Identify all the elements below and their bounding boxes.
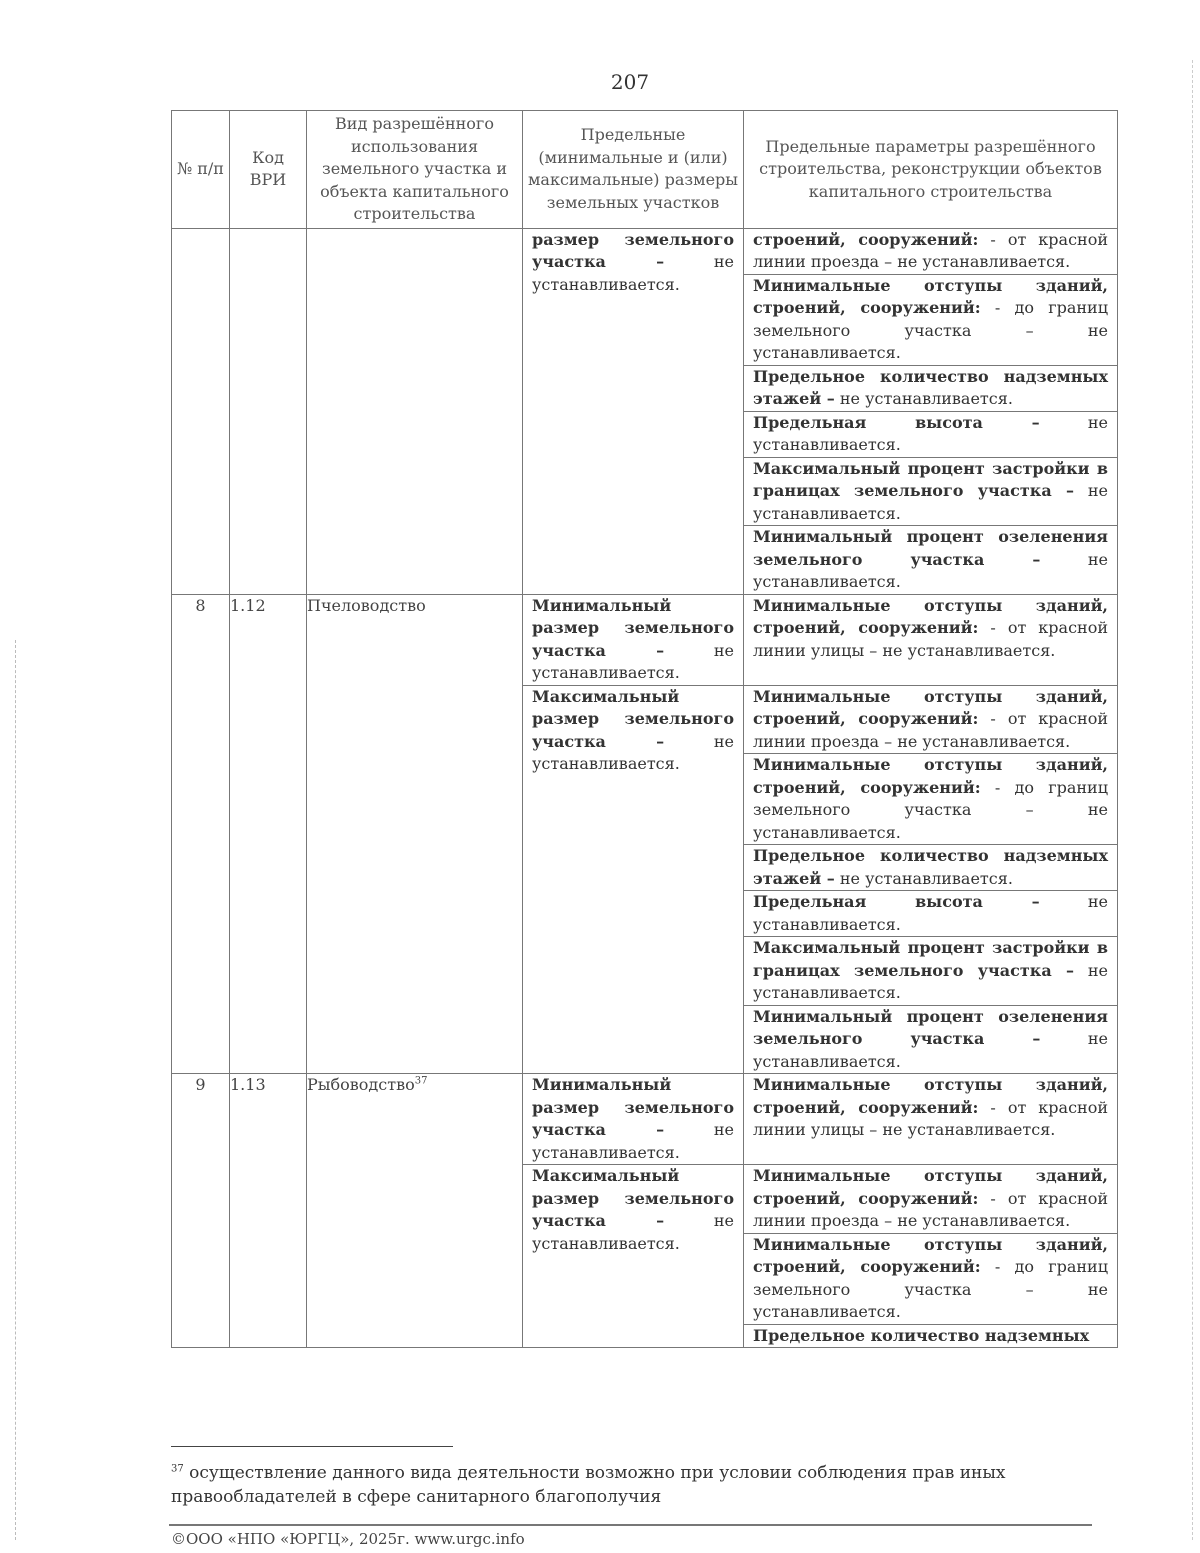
param: [744, 845, 1117, 890]
row-code: 1.13: [230, 1074, 307, 1348]
size-max-cell: [523, 685, 744, 1074]
param-cell: [744, 1324, 1118, 1348]
header-size: Предельные (минимальные и (или) максимальные) размеры земельных участков: [523, 111, 744, 229]
param-label: Предельное количество надземных этажей –: [753, 846, 1108, 888]
vri-name: Рыбоводство: [307, 1075, 415, 1094]
param-cell: [744, 1165, 1118, 1234]
param-cell: [744, 365, 1118, 411]
row-code: 1.12: [230, 594, 307, 1074]
row-vri: [307, 1074, 523, 1348]
cont-size: [523, 228, 744, 594]
param: [744, 229, 1117, 274]
size-cell: [523, 229, 743, 297]
param-value: не устанавливается.: [753, 481, 1108, 523]
param-cell: [744, 411, 1118, 457]
param-cell: [744, 1005, 1118, 1074]
param: [744, 937, 1117, 1005]
header-code: Код ВРИ: [230, 111, 307, 229]
vri-name: Пчеловодство: [307, 595, 426, 615]
size-max: [523, 1165, 743, 1255]
param-label: Минимальные отступы зданий, строений, сооружений:: [753, 686, 1108, 728]
size-max-value: не устанавливается.: [532, 1211, 734, 1253]
copyright: ©ООО «НПО «ЮРГЦ», 2025г. www.urgc.info: [171, 1530, 525, 1548]
footnote-separator: [171, 1446, 453, 1447]
param-label: Предельное количество надземных: [753, 1325, 1090, 1345]
header-num: № п/п: [172, 111, 230, 229]
param: [744, 1074, 1117, 1142]
table-header-row: [172, 111, 1118, 229]
param-label: Минимальные отступы зданий, строений, сооружений:: [753, 1166, 1108, 1208]
size-max-label: Максимальный размер земельного участка –: [532, 1166, 734, 1230]
param-cell: [744, 891, 1118, 937]
row-num: 8: [172, 594, 230, 1074]
param-value: - от красной линии улицы – не устанавливается.: [753, 618, 1108, 660]
param: [744, 595, 1117, 663]
param-label: Минимальные отступы зданий, строений, сооружений:: [753, 275, 1108, 317]
size-min-label: Минимальный размер земельного участка –: [532, 595, 734, 660]
param-cell: [744, 228, 1118, 274]
param-value: - от красной линии проезда – не устанавливается.: [753, 1188, 1108, 1230]
cont-num: [172, 228, 230, 594]
param: [744, 458, 1117, 526]
param: [744, 754, 1117, 844]
size-cell-value: не устанавливается.: [532, 252, 734, 294]
param-cell: [744, 1233, 1118, 1324]
table-row: [172, 1074, 1118, 1165]
param-value: не устанавливается.: [839, 389, 1013, 408]
row-vri: [307, 594, 523, 1074]
scan-margin-mark: [15, 640, 17, 1540]
param-value: - до границ земельного участка – не устанавливается.: [753, 777, 1109, 842]
size-min-cell: [523, 594, 744, 685]
size-min-value: не устанавливается.: [532, 1120, 734, 1162]
header-vri: Вид разрешённого использования земельного участка и объекта капитального строительства: [307, 111, 523, 229]
param: [744, 275, 1117, 365]
param-label: Минимальные отступы зданий, строений, сооружений:: [753, 595, 1108, 637]
param-label: Предельная высота –: [753, 892, 1040, 911]
param: [744, 686, 1117, 754]
param-label: Максимальный процент застройки в границах земельного участка –: [753, 938, 1108, 980]
param-label: Минимальные отступы зданий, строений, сооружений:: [753, 755, 1108, 797]
param-label: Предельное количество надземных этажей –: [753, 366, 1108, 408]
param-label: Предельная высота –: [753, 412, 1040, 432]
param-value: не устанавливается.: [753, 960, 1108, 1002]
param-value: не устанавливается.: [753, 892, 1108, 934]
param-value: - до границ земельного участка – не устанавливается.: [753, 298, 1109, 362]
header-params: Предельные параметры разрешённого строительства, реконструкции объектов капитального строительства: [744, 111, 1118, 229]
size-min: [523, 595, 743, 685]
param-label: строений, сооружений:: [753, 229, 979, 249]
param: [744, 526, 1117, 594]
param-value: не устанавливается.: [753, 1029, 1108, 1071]
param-value: не устанавливается.: [753, 412, 1108, 454]
param-cell: [744, 274, 1118, 365]
param-value: - от красной линии улицы – не устанавливается.: [753, 1097, 1108, 1139]
size-min-label: Минимальный размер земельного участка –: [532, 1075, 734, 1139]
cont-vri: [307, 228, 523, 594]
param: [744, 1165, 1117, 1233]
cont-code: [230, 228, 307, 594]
param-cell: [744, 754, 1118, 845]
param: [744, 1006, 1117, 1074]
param: [744, 366, 1117, 411]
param-cell: [744, 1074, 1118, 1165]
param-cell: [744, 845, 1118, 891]
param-label: Минимальные отступы зданий, строений, сооружений:: [753, 1234, 1108, 1276]
size-max-cell: [523, 1165, 744, 1348]
param-cell: [744, 526, 1118, 595]
row-num: 9: [172, 1074, 230, 1348]
param: [744, 1325, 1117, 1348]
param-label: Минимальные отступы зданий, строений, сооружений:: [753, 1075, 1108, 1117]
size-min: [523, 1074, 743, 1164]
size-cell-label: размер земельного участка –: [532, 229, 734, 271]
table-row: [172, 594, 1118, 685]
param-label: Максимальный процент застройки в границах земельного участка –: [753, 458, 1108, 500]
param: [744, 412, 1117, 457]
table-row: [172, 228, 1118, 274]
regulations-table: [171, 110, 1118, 1348]
param-label: Минимальный процент озеленения земельного участка –: [753, 527, 1108, 569]
param-value: - от красной линии проезда – не устанавливается.: [753, 709, 1108, 751]
scan-margin-mark-right: [1192, 60, 1194, 1540]
param-value: не устанавливается.: [839, 868, 1013, 888]
param-value: - до границ земельного участка – не устанавливается.: [753, 1257, 1109, 1321]
footnote-marker: 37: [171, 1463, 184, 1475]
param-value: не устанавливается.: [753, 549, 1108, 591]
param-cell: [744, 937, 1118, 1006]
footnote-text: осуществление данного вида деятельности возможно при условии соблюдения прав иных правообладателей в сфере санитарного благополучия: [171, 1463, 1006, 1507]
footnote: [171, 1461, 1021, 1509]
param-label: Минимальный процент озеленения земельного участка –: [753, 1006, 1108, 1048]
size-max-label: Максимальный размер земельного участка –: [532, 686, 734, 751]
param-cell: [744, 457, 1118, 526]
param: [744, 1234, 1117, 1324]
param-value: - от красной линии проезда – не устанавливается.: [753, 229, 1108, 271]
page-number: 207: [610, 70, 650, 94]
param: [744, 891, 1117, 936]
footer-rule: [169, 1524, 1092, 1526]
size-max-value: не устанавливается.: [532, 731, 734, 773]
size-min-cell: [523, 1074, 744, 1165]
vri-footnote-ref: 37: [414, 1075, 428, 1087]
size-max: [523, 686, 743, 776]
param-cell: [744, 594, 1118, 685]
size-min-value: не устанавливается.: [532, 640, 734, 682]
param-cell: [744, 685, 1118, 754]
